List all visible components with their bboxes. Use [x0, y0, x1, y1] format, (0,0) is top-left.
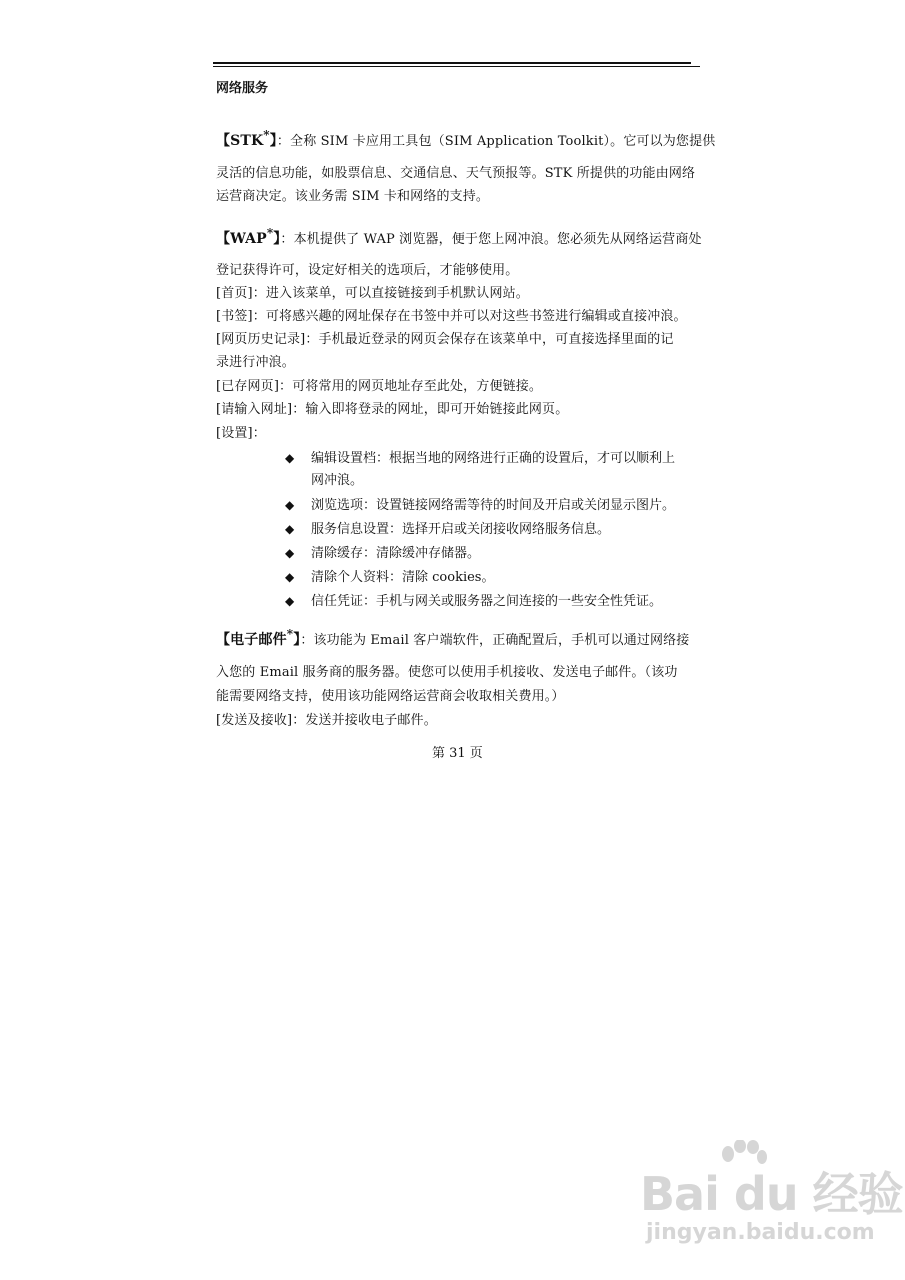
wap-settings-item: [设置]： — [216, 426, 266, 441]
diamond-bullet-icon: ◆ — [285, 570, 295, 584]
settings-bullet: ◆ 清除缓存：清除缓冲存储器。 — [285, 546, 481, 561]
watermark-url: jingyan.baidu.com — [646, 1220, 875, 1245]
settings-bullet-cont: 网冲浪。 — [311, 473, 364, 488]
diamond-bullet-icon: ◆ — [285, 594, 295, 608]
settings-bullet: ◆ 浏览选项：设置链接网络需等待的时间及开启或关闭显示图片。 — [285, 498, 676, 513]
wap-history-item: [网页历史记录]：手机最近登录的网页会保存在该菜单中，可直接选择里面的记 — [216, 332, 674, 347]
settings-bullet: ◆ 信任凭证：手机与网关或服务器之间连接的一些安全性凭证。 — [285, 594, 663, 609]
header-rule — [213, 62, 691, 64]
email-send-receive-item: [发送及接收]：发送并接收电子邮件。 — [216, 713, 437, 728]
stk-paragraph-line1: 【STK*】：全称 SIM 卡应用工具包（SIM Application Toolkit）。它可以为您提供 — [216, 128, 716, 149]
wap-enter-url-item: [请输入网址]：输入即将登录的网址，即可开始链接此网页。 — [216, 402, 569, 417]
settings-bullet: ◆ 清除个人资料：清除 cookies。 — [285, 570, 495, 585]
baidu-watermark — [640, 1140, 903, 1260]
diamond-bullet-icon: ◆ — [285, 498, 295, 512]
header-rule-thin — [213, 66, 700, 67]
email-term: 【电子邮件*】 — [216, 627, 301, 648]
settings-bullet: ◆ 服务信息设置：选择开启或关闭接收网络服务信息。 — [285, 522, 611, 537]
stk-paragraph-line3: 运营商决定。该业务需 SIM 卡和网络的支持。 — [216, 189, 490, 204]
wap-paragraph-line2: 登记获得许可，设定好相关的选项后，才能够使用。 — [216, 263, 519, 278]
email-paragraph-line3: 能需要网络支持，使用该功能网络运营商会收取相关费用。） — [216, 689, 565, 704]
wap-paragraph-line1: 【WAP*】：本机提供了 WAP 浏览器，便于您上网冲浪。您必须先从网络运营商处 — [216, 226, 702, 247]
page-number: 第 31 页 — [432, 746, 483, 761]
wap-history-item-cont: 录进行冲浪。 — [216, 355, 295, 370]
diamond-bullet-icon: ◆ — [285, 546, 295, 560]
wap-home-item: [首页]：进入该菜单，可以直接链接到手机默认网站。 — [216, 286, 529, 301]
stk-term: 【STK*】 — [216, 128, 277, 149]
wap-saved-pages-item: [已存网页]：可将常用的网页地址存至此处，方便链接。 — [216, 379, 543, 394]
wap-bookmarks-item: [书签]：可将感兴趣的网址保存在书签中并可以对这些书签进行编辑或直接冲浪。 — [216, 309, 687, 324]
diamond-bullet-icon: ◆ — [285, 522, 295, 536]
wap-term: 【WAP*】 — [216, 226, 281, 247]
email-paragraph-line1: 【电子邮件*】：该功能为 Email 客户端软件，正确配置后，手机可以通过网络接 — [216, 627, 690, 648]
stk-paragraph-line2: 灵活的信息功能，如股票信息、交通信息、天气预报等。STK 所提供的功能由网络 — [216, 166, 696, 181]
watermark-brand: Bai du 经验 — [640, 1167, 903, 1221]
section-title: 网络服务 — [216, 81, 269, 96]
email-paragraph-line2: 入您的 Email 服务商的服务器。使您可以使用手机接收、发送电子邮件。（该功 — [216, 665, 678, 680]
diamond-bullet-icon: ◆ — [285, 451, 295, 465]
settings-bullet: ◆ 编辑设置档：根据当地的网络进行正确的设置后，才可以顺利上 — [285, 451, 676, 466]
